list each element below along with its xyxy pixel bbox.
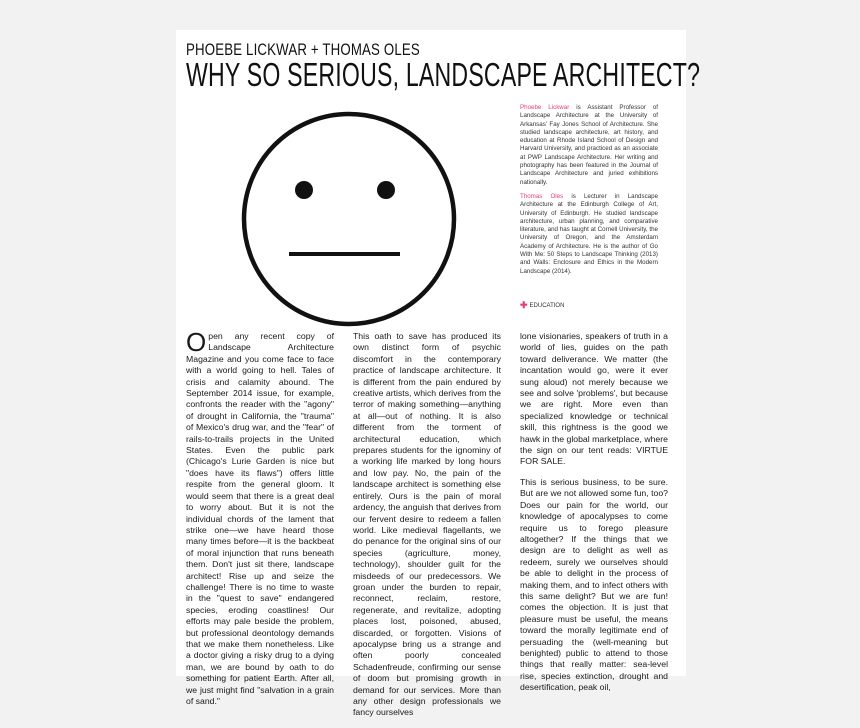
- bio-oles: [520, 193, 658, 276]
- bio-text: is Lecturer in Landscape Architecture at the Edinburgh College of Art, University of Edinburgh. He studied landscape architecture, urban planning, and comparative literature, and has taught at Cornell University, the University of Oregon, and the Amsterdam Academy of Architecture. He is the author of Go With Me: 50 Steps to Landscape Thinking (2013) and Walls: Enclosure and Ethics in the Modern Landscape (2014).: [520, 192, 659, 275]
- bio-lickwar: [520, 104, 658, 187]
- body-column-1: [186, 327, 334, 716]
- bio-name: Thomas Oles: [520, 192, 564, 200]
- paragraph: pen any recent copy of Landscape Architecture Magazine and you come face to face with a world going to hell. Tales of crisis and calamity abound. The September 2014 issue, for example, confronts the reader with the "agony" of drought in California, the "trauma" of Mexico's drug war, and the "fear" of rails-to-trails projects in the United States. Even the public park (Chicago's Lurie Garden is nice but "does have its flaws") offers little respite from the general gloom. It would seem that there is a great deal to worry about. But it is not the individual chords of the lament that strike one—we have heard those many times before—it is the backbeat of moral injunction that runs beneath them. Don't just sit there, landscape architect! Rise up and seize the challenge! There is no time to waste in the "quest to save" endangered species, eroding coastlines! Our efforts may pale beside the problem, but professional deontology demands that we make them nonetheless. Like a doctor giving a risky drug to a dying man, we are bound by oath to do something for patient Earth. After all, we just might find "salvation in a grain of sand.": [186, 331, 334, 706]
- body-column-3: [520, 331, 668, 703]
- author-bios: [520, 104, 658, 282]
- body-column-2: [353, 331, 501, 728]
- section-tag-label: EDUCATION: [529, 302, 565, 309]
- bio-text: is Assistant Professor of Landscape Architecture at the University of Arkansas' Fay Jones School of Architecture. She studied landscape architecture, art history, and education at Rhode Island School of Design and Harvard University, and practiced as an associate at PWP Landscape Architecture. Her writing and photography has been featured in the Journal of Landscape Architecture and juried exhibitions nationally.: [520, 104, 659, 186]
- plus-icon: ✚: [520, 300, 528, 310]
- article-page: [176, 30, 701, 718]
- neutral-face-illustration: [238, 108, 460, 330]
- article-title: WHY SO SERIOUS, LANDSCAPE ARCHITECT?: [186, 56, 701, 93]
- drop-cap: O: [186, 327, 207, 357]
- bio-name: Phoebe Lickwar: [520, 104, 570, 111]
- article-authors: PHOEBE LICKWAR + THOMAS OLES: [186, 40, 420, 59]
- paragraph: This oath to save has produced its own distinct form of psychic discomfort in the contemporary practice of landscape architecture. It is different from the pain endured by creative artists, which derives from the terror of making something—anything at all—out of nothing. It is also different from the torment of architectural education, which prepares students for the ignominy of a working life marked by long hours and low pay. No, the pain of the landscape architect is something else entirely. Ours is the pain of moral ardency, the anguish that derives from our fervent desire to redeem a fallen world. Like medieval flagellants, we do penance for the original sins of our species (agriculture, money, technology), shoulder guilt for the misdeeds of our predecessors. We groan under the burden to repair, reconnect, reclaim, restore, regenerate, and revitalize, adopting places lost, poisoned, abused, discarded, or forgotten. Visions of apocalypse bring us a strange and often poorly concealed Schadenfreude, confirming our sense of doom but promising growth in demand for our services. More than any other design professionals we fancy ourselves: [353, 331, 501, 718]
- paragraph: This is serious business, to be sure. But are we not allowed some fun, too? Does our pain for the world, our knowledge of apocalypses to come require us to forego pleasure altogether? If the things that we design are to delight as well as redeem, surely we ourselves should be able to delight in the process of making them, and to infect others with this same delight? But we are fun! comes the objection. It is just that pleasure must be useful, the means toward the morally legitimate end of persuading the (well-meaning but benighted) public to attend to those things that really matter: sea-level rise, species extinction, drought and desertification, peak oil,: [520, 476, 668, 693]
- paragraph: lone visionaries, speakers of truth in a world of lies, guides on the path toward deliverance. We matter (the incantation would go, were it ever sung aloud) not merely because we see and solve 'problems', but because we are right. More even than specialized knowledge or technical skill, this rightness is the good we hawk in the global marketplace, where the sign on our tent reads: VIRTUE FOR SALE.: [520, 331, 668, 467]
- section-tag: [520, 301, 564, 310]
